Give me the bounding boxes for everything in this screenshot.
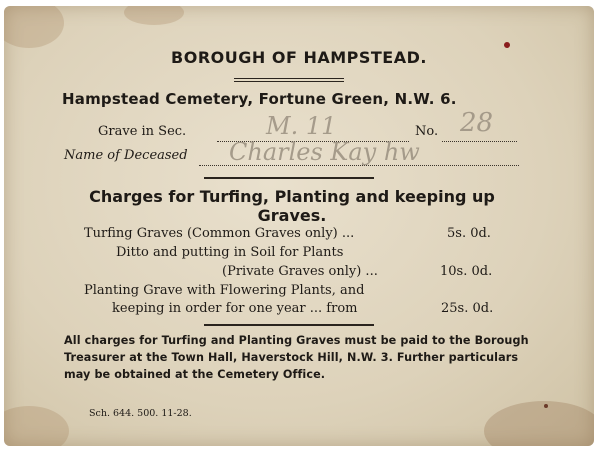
- charge-row-text: Ditto and putting in Soil for Plants: [116, 245, 344, 260]
- title-rule: [234, 81, 344, 82]
- section-rule: [204, 177, 374, 179]
- cemetery-card: [4, 6, 594, 446]
- charge-row-text: Planting Grave with Flowering Plants, and: [84, 283, 365, 298]
- print-code: Sch. 644. 500. 11-28.: [89, 408, 192, 419]
- charges-heading: Charges for Turfing, Planting and keeping up Graves.: [89, 187, 495, 225]
- deceased-label: Name of Deceased: [64, 148, 188, 163]
- payment-notice: All charges for Turfing and Planting Graves must be paid to the Borough Treasurer at the Town Hall, Haverstock Hill, N.W. 3. Further particulars may be obtained at the Cemetery Office.: [64, 334, 529, 381]
- cemetery-name: Hampstead Cemetery, Fortune Green, N.W. 6.: [62, 90, 457, 108]
- charge-row-price: 5s. 0d.: [447, 226, 491, 241]
- charge-row-price: 25s. 0d.: [441, 301, 494, 316]
- charge-row-text: (Private Graves only) ...: [222, 264, 378, 279]
- stain: [124, 6, 184, 25]
- section-rule: [204, 324, 374, 326]
- stain: [484, 401, 594, 446]
- no-label: No.: [415, 124, 439, 139]
- deceased-value: Charles Kay hw: [229, 138, 420, 166]
- charge-row-text: Turfing Graves (Common Graves only) ...: [84, 226, 355, 241]
- title-rule: [234, 78, 344, 79]
- stain: [4, 6, 64, 48]
- ink-dot: [544, 404, 548, 408]
- grave-label: Grave in Sec.: [98, 124, 187, 139]
- no-line: [442, 141, 517, 142]
- grave-value: M. 11: [266, 112, 337, 140]
- no-value: 28: [460, 108, 494, 138]
- borough-title: BOROUGH OF HAMPSTEAD.: [171, 48, 427, 67]
- stain: [4, 406, 69, 446]
- charge-row-price: 10s. 0d.: [440, 264, 493, 279]
- charge-row-text: keeping in order for one year ... from: [112, 301, 358, 316]
